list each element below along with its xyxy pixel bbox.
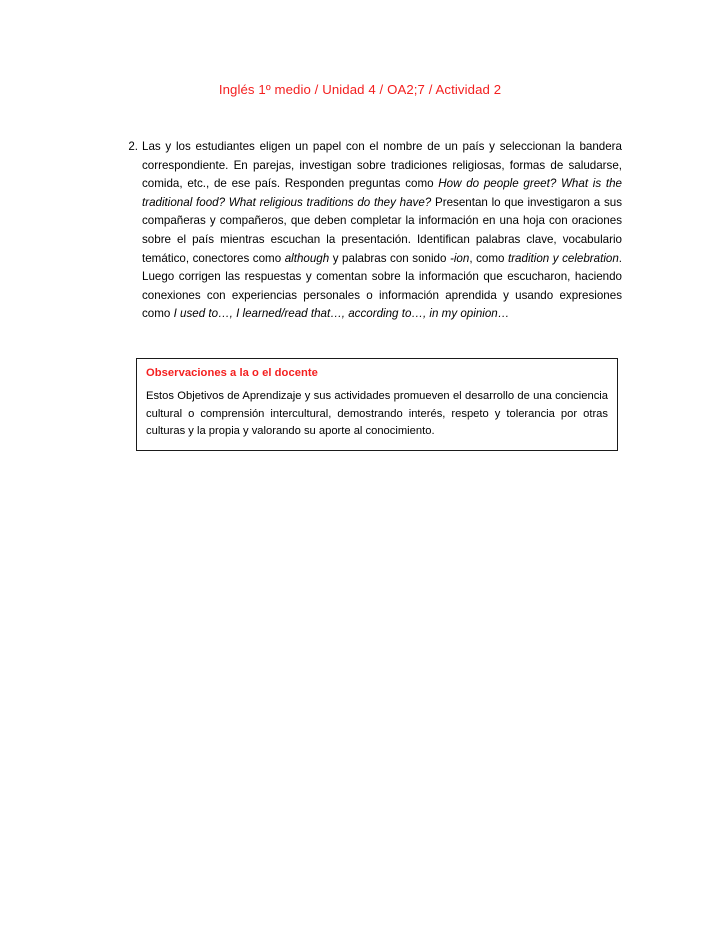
emphasis-run: How do people greet? What is the traditional food? What religious traditions do they have? <box>142 177 623 209</box>
emphasis-run: tradition y celebration <box>507 251 619 265</box>
activity-number: 2. <box>128 140 138 153</box>
text-run: . Luego corrigen las respuestas y comentan sobre la información que escucharon, haciendo conexiones con experiencias personales o información aprendida y usando expresiones como <box>142 251 623 321</box>
text-run: y palabras con sonido <box>329 251 450 265</box>
text-run: , como <box>469 251 508 265</box>
emphasis-run: although <box>284 251 330 265</box>
observations-heading: Observaciones a la o el docente <box>146 367 318 379</box>
observations-body: Estos Objetivos de Aprendizaje y sus actividades promueven el desarrollo de una conciencia cultural o comprensión intercultural, demostrando interés, respeto y tolerancia por otras culturas y la propia y valorando su aporte al conocimiento. <box>146 390 608 438</box>
text-run: Presentan lo que investigaron a sus compañeras y compañeros, que deben completar la información en una hoja con oraciones sobre el país mientras escuchan la presentación. Identifican palabras clave, vocabulario temático, conectores como <box>142 195 622 265</box>
emphasis-run: I used to…, I learned/read that…, according to…, in my opinion… <box>173 307 510 321</box>
emphasis-run: -ion <box>449 251 470 265</box>
observations-box <box>136 358 618 451</box>
text-run: Las y los estudiantes eligen un papel con el nombre de un país y seleccionan la bandera correspondiente. En parejas, investigan sobre tradiciones religiosas, formas de saludarse, comida, etc., de ese país. Responden preguntas como <box>142 140 622 191</box>
activity-item <box>116 138 622 324</box>
activity-text <box>142 138 622 324</box>
page-title: Inglés 1º medio / Unidad 4 / OA2;7 / Actividad 2 <box>218 82 502 97</box>
